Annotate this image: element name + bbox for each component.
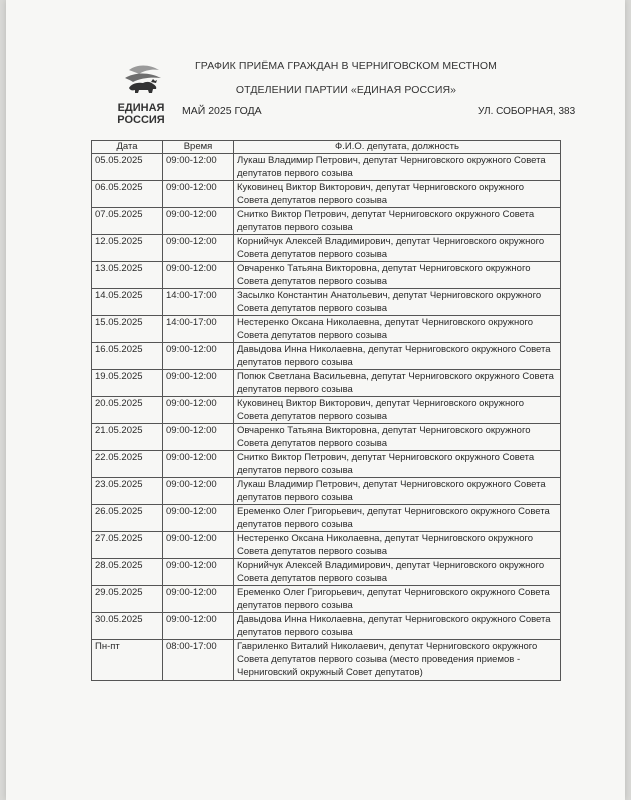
- date-cell: 12.05.2025: [92, 235, 163, 262]
- address-label: УЛ. СОБОРНАЯ, 383: [478, 106, 576, 117]
- document-page: [6, 0, 625, 800]
- time-cell: 14:00-17:00: [163, 316, 234, 343]
- deputy-cell: Нестеренко Оксана Николаевна, депутат Черниговского окружного Совета депутатов первого созыва: [234, 316, 561, 343]
- time-cell: 09:00-12:00: [163, 235, 234, 262]
- deputy-cell: Куковинец Виктор Викторович, депутат Черниговского окружного Совета депутатов первого созыва: [234, 181, 561, 208]
- deputy-cell: Давыдова Инна Николаевна, депутат Черниговского окружного Совета депутатов первого созыва: [234, 613, 561, 640]
- deputy-cell: Лукаш Владимир Петрович, депутат Черниговского окружного Совета депутатов первого созыва: [234, 154, 561, 181]
- table-row: [92, 235, 561, 262]
- table-row: [92, 208, 561, 235]
- party-logo: [111, 62, 171, 132]
- time-cell: 09:00-12:00: [163, 613, 234, 640]
- table-row: [92, 478, 561, 505]
- time-cell: 09:00-12:00: [163, 208, 234, 235]
- time-cell: 09:00-12:00: [163, 397, 234, 424]
- table-header-row: [92, 141, 561, 154]
- time-cell: 09:00-12:00: [163, 424, 234, 451]
- deputy-cell: Корнийчук Алексей Владимирович, депутат Черниговского окружного Совета депутатов первого созыва: [234, 559, 561, 586]
- time-cell: 09:00-12:00: [163, 505, 234, 532]
- table-row: [92, 154, 561, 181]
- date-cell: 29.05.2025: [92, 586, 163, 613]
- title-line-2: ОТДЕЛЕНИИ ПАРТИИ «ЕДИНАЯ РОССИЯ»: [235, 84, 457, 96]
- date-cell: 27.05.2025: [92, 532, 163, 559]
- table-row: [92, 505, 561, 532]
- date-cell: 30.05.2025: [92, 613, 163, 640]
- time-cell: 09:00-12:00: [163, 559, 234, 586]
- date-cell: 28.05.2025: [92, 559, 163, 586]
- time-cell: 14:00-17:00: [163, 289, 234, 316]
- table-row: [92, 181, 561, 208]
- table-row: [92, 451, 561, 478]
- date-cell: 14.05.2025: [92, 289, 163, 316]
- deputy-cell: Еременко Олег Григорьевич, депутат Черниговского окружного Совета депутатов первого созыва: [234, 505, 561, 532]
- deputy-cell: Попюк Светлана Васильевна, депутат Черниговского окружного Совета депутатов первого созыва: [234, 370, 561, 397]
- date-cell: 21.05.2025: [92, 424, 163, 451]
- time-cell: 09:00-12:00: [163, 478, 234, 505]
- table-row: [92, 343, 561, 370]
- column-header-time: Время: [163, 141, 234, 154]
- deputy-cell: Нестеренко Оксана Николаевна, депутат Черниговского окружного Совета депутатов первого созыва: [234, 532, 561, 559]
- title-line-1: ГРАФИК ПРИЁМА ГРАЖДАН В ЧЕРНИГОВСКОМ МЕСТНОМ: [195, 60, 497, 72]
- table-row: [92, 316, 561, 343]
- schedule-table: [91, 140, 561, 681]
- time-cell: 09:00-12:00: [163, 451, 234, 478]
- table-row: [92, 289, 561, 316]
- time-cell: 09:00-12:00: [163, 532, 234, 559]
- deputy-cell: Овчаренко Татьяна Викторовна, депутат Черниговского окружного Совета депутатов первого созыва: [234, 262, 561, 289]
- date-cell: 13.05.2025: [92, 262, 163, 289]
- deputy-cell: Лукаш Владимир Петрович, депутат Черниговского окружного Совета депутатов первого созыва: [234, 478, 561, 505]
- time-cell: 08:00-17:00: [163, 640, 234, 681]
- table-row: [92, 613, 561, 640]
- date-cell: 20.05.2025: [92, 397, 163, 424]
- table-row: [92, 370, 561, 397]
- deputy-cell: Корнийчук Алексей Владимирович, депутат Черниговского окружного Совета депутатов первого созыва: [234, 235, 561, 262]
- table-row: [92, 262, 561, 289]
- table-row: [92, 397, 561, 424]
- date-cell: 22.05.2025: [92, 451, 163, 478]
- table-row: [92, 586, 561, 613]
- date-cell: 06.05.2025: [92, 181, 163, 208]
- bear-flag-icon: [115, 62, 167, 102]
- schedule-table-body: [92, 154, 561, 681]
- date-cell: 05.05.2025: [92, 154, 163, 181]
- deputy-cell: Давыдова Инна Николаевна, депутат Черниговского окружного Совета депутатов первого созыва: [234, 343, 561, 370]
- time-cell: 09:00-12:00: [163, 586, 234, 613]
- date-cell: 07.05.2025: [92, 208, 163, 235]
- deputy-cell: Снитко Виктор Петрович, депутат Черниговского окружного Совета депутатов первого созыва: [234, 451, 561, 478]
- deputy-cell: Гавриленко Виталий Николаевич, депутат Черниговского окружного Совета депутатов первого созыва (место проведения приемов - Черниговский окружный Совет депутатов): [234, 640, 561, 681]
- deputy-cell: Засылко Константин Анатольевич, депутат Черниговского окружного Совета депутатов первого созыва: [234, 289, 561, 316]
- time-cell: 09:00-12:00: [163, 343, 234, 370]
- table-row: [92, 559, 561, 586]
- time-cell: 09:00-12:00: [163, 262, 234, 289]
- date-cell: 19.05.2025: [92, 370, 163, 397]
- logo-text-line2: РОССИЯ: [117, 114, 165, 126]
- date-cell: 16.05.2025: [92, 343, 163, 370]
- date-cell: Пн-пт: [92, 640, 163, 681]
- time-cell: 09:00-12:00: [163, 370, 234, 397]
- date-cell: 15.05.2025: [92, 316, 163, 343]
- date-cell: 23.05.2025: [92, 478, 163, 505]
- deputy-cell: Куковинец Виктор Викторович, депутат Черниговского окружного Совета депутатов первого созыва: [234, 397, 561, 424]
- deputy-cell: Еременко Олег Григорьевич, депутат Черниговского окружного Совета депутатов первого созыва: [234, 586, 561, 613]
- deputy-cell: Снитко Виктор Петрович, депутат Черниговского окружного Совета депутатов первого созыва: [234, 208, 561, 235]
- table-row: [92, 532, 561, 559]
- date-cell: 26.05.2025: [92, 505, 163, 532]
- column-header-deputy: Ф.И.О. депутата, должность: [234, 141, 561, 154]
- column-header-date: Дата: [92, 141, 163, 154]
- month-label: МАЙ 2025 ГОДА: [182, 105, 262, 117]
- table-row: [92, 640, 561, 681]
- time-cell: 09:00-12:00: [163, 181, 234, 208]
- deputy-cell: Овчаренко Татьяна Викторовна, депутат Черниговского окружного Совета депутатов первого созыва: [234, 424, 561, 451]
- table-row: [92, 424, 561, 451]
- logo-text-line1: ЕДИНАЯ: [117, 102, 165, 114]
- time-cell: 09:00-12:00: [163, 154, 234, 181]
